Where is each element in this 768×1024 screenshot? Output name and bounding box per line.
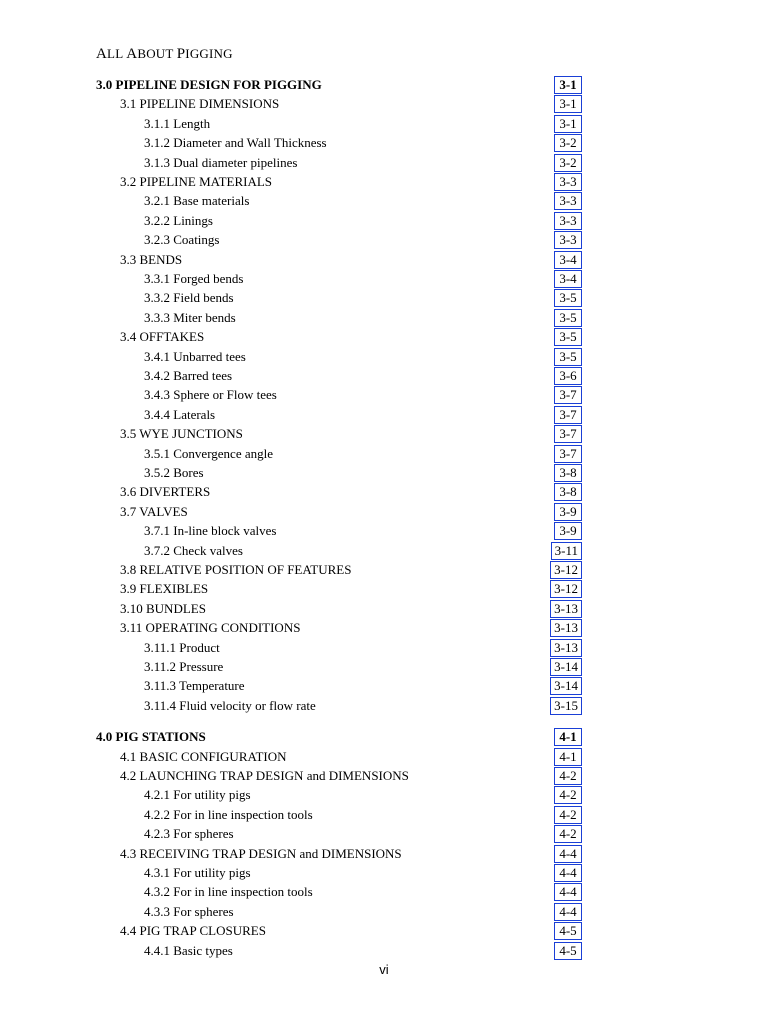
header-initial-1: A [96, 46, 108, 62]
toc-entry[interactable] [0, 502, 768, 521]
toc-entry[interactable] [0, 618, 768, 637]
toc-entry-title: 3.11.4 Fluid velocity or flow rate [144, 697, 316, 713]
toc-entry-title: 3.0 PIPELINE DESIGN FOR PIGGING [96, 77, 322, 92]
toc-entry[interactable] [0, 482, 768, 501]
toc-entry[interactable] [0, 347, 768, 366]
toc-page-link[interactable]: 4-2 [554, 825, 582, 843]
toc-entry-title: 3.11.2 Pressure [144, 659, 224, 674]
toc-entry[interactable] [0, 747, 768, 766]
toc-entry[interactable] [0, 94, 768, 113]
toc-page-link[interactable]: 3-3 [554, 173, 582, 191]
toc-page-link[interactable]: 3-12 [550, 580, 582, 598]
toc-page-link[interactable]: 4-1 [554, 728, 582, 746]
toc-entry-title: 4.0 PIG STATIONS [96, 729, 206, 745]
toc-entry-title: 3.7 VALVES [120, 503, 188, 519]
toc-entry[interactable] [0, 824, 768, 843]
toc-entry-title: 4.3 RECEIVING TRAP DESIGN and DIMENSIONS [120, 845, 402, 861]
toc-entry[interactable] [0, 405, 768, 424]
toc-page-link[interactable]: 4-4 [554, 883, 582, 901]
toc-entry-title: 3.5 WYE JUNCTIONS [120, 426, 243, 442]
toc-entry[interactable] [0, 424, 768, 443]
toc-page-link[interactable]: 4-2 [554, 767, 582, 785]
toc-entry[interactable] [0, 696, 768, 715]
toc-entry-title: 3.1 PIPELINE DIMENSIONS [120, 96, 280, 112]
toc-page-link[interactable]: 3-11 [551, 542, 582, 560]
toc-entry[interactable] [0, 133, 768, 152]
toc-entry[interactable] [0, 385, 768, 404]
toc-entry[interactable] [0, 463, 768, 482]
toc-entry-title: 3.9 FLEXIBLES [120, 581, 209, 597]
toc-page-link[interactable]: 3-9 [554, 503, 582, 521]
toc-entry-title: 3.1.2 Diameter and Wall Thickness [144, 135, 327, 151]
header-initial-3: P [176, 46, 186, 62]
toc-entry-title: 3.3.2 Field bends [144, 290, 234, 306]
toc-page-link[interactable]: 3-8 [554, 483, 582, 501]
toc-entry-title: 3.5.1 Convergence angle [144, 445, 273, 461]
toc-entry-title: 3.11.3 Temperature [144, 678, 245, 694]
toc-entry-title: 4.2.2 For in line inspection tools [144, 806, 313, 822]
toc-page-link[interactable]: 4-5 [554, 942, 582, 960]
toc-page-link[interactable]: 3-5 [554, 309, 582, 327]
toc-entry[interactable] [0, 308, 768, 327]
toc-entry-title: 4.2.3 For spheres [144, 826, 234, 842]
toc-page-link[interactable]: 3-7 [554, 445, 582, 463]
toc-entry-title: 3.4.4 Laterals [144, 406, 216, 422]
toc-entry-title: 4.4 PIG TRAP CLOSURES [120, 923, 266, 939]
toc-page-link[interactable]: 3-2 [554, 154, 582, 172]
toc-page-link[interactable]: 3-3 [554, 192, 582, 210]
toc-entry-title: 3.2.2 Linings [144, 212, 213, 228]
toc-page-link[interactable]: 3-5 [554, 328, 582, 346]
toc-page-link[interactable]: 3-4 [554, 270, 582, 288]
toc-page-link[interactable]: 3-7 [554, 406, 582, 424]
toc-entry[interactable] [0, 444, 768, 463]
toc-page-link[interactable]: 3-12 [550, 561, 582, 579]
header-initial-2: A [126, 46, 138, 62]
toc-entry[interactable] [0, 211, 768, 230]
toc-entry[interactable] [0, 191, 768, 210]
toc-entry[interactable] [0, 882, 768, 901]
toc-page-link[interactable]: 4-2 [554, 786, 582, 804]
toc-entry-title: 3.7.1 In-line block valves [144, 523, 277, 539]
toc-entry[interactable] [0, 921, 768, 940]
toc-entry[interactable] [0, 727, 768, 746]
toc-entry[interactable] [0, 230, 768, 249]
toc-page-link[interactable]: 3-9 [554, 522, 582, 540]
toc-entry[interactable] [0, 941, 768, 960]
toc-entry[interactable] [0, 902, 768, 921]
header-word-2: BOUT [137, 46, 177, 61]
toc-entry-title: 3.3.3 Miter bends [144, 309, 236, 325]
toc-entry[interactable] [0, 844, 768, 863]
toc-entry-title: 3.4.1 Unbarred tees [144, 348, 246, 364]
toc-entry[interactable] [0, 599, 768, 618]
toc-entry[interactable] [0, 153, 768, 172]
toc-entry-title: 3.6 DIVERTERS [120, 484, 211, 500]
toc-entry-title: 4.3.2 For in line inspection tools [144, 884, 313, 900]
toc-entry-title: 4.2 LAUNCHING TRAP DESIGN and DIMENSIONS [120, 768, 409, 783]
toc-entry-title: 3.8 RELATIVE POSITION OF FEATURES [120, 562, 352, 577]
toc-page-link[interactable]: 4-5 [554, 922, 582, 940]
running-header [96, 46, 233, 63]
toc-entry[interactable] [0, 521, 768, 540]
toc-entry-title: 3.10 BUNDLES [120, 600, 206, 616]
toc-entry[interactable] [0, 785, 768, 804]
header-word-1: LL [107, 46, 127, 61]
toc-page-link[interactable]: 3-5 [554, 289, 582, 307]
toc-entry[interactable] [0, 172, 768, 191]
toc-page-link[interactable]: 3-13 [550, 639, 582, 657]
toc-page-link[interactable]: 3-13 [550, 600, 582, 618]
toc-entry-title: 3.5.2 Bores [144, 465, 204, 480]
toc-page-link[interactable]: 4-4 [554, 903, 582, 921]
toc-page-link[interactable]: 3-1 [554, 115, 582, 133]
toc-entry[interactable] [0, 863, 768, 882]
toc-entry[interactable] [0, 560, 768, 579]
toc-entry[interactable] [0, 114, 768, 133]
toc-entry[interactable] [0, 75, 768, 94]
toc-page-link[interactable]: 4-1 [554, 748, 582, 766]
toc-page-link[interactable]: 4-4 [554, 864, 582, 882]
toc-page-link[interactable]: 3-8 [554, 464, 582, 482]
toc-entry[interactable] [0, 327, 768, 346]
toc-entry-title: 3.3.1 Forged bends [144, 271, 244, 286]
toc-entry[interactable] [0, 657, 768, 676]
toc-entry-title: 4.4.1 Basic types [144, 942, 233, 958]
toc-entry-title: 3.7.2 Check valves [144, 542, 243, 558]
toc-page-link[interactable]: 3-14 [550, 677, 582, 695]
toc-page-link[interactable]: 4-4 [554, 845, 582, 863]
toc-entry[interactable] [0, 579, 768, 598]
toc-entry-title: 4.3.1 For utility pigs [144, 865, 251, 880]
toc-entry[interactable] [0, 288, 768, 307]
toc-entry-title: 4.1 BASIC CONFIGURATION [120, 748, 287, 764]
toc-page-link[interactable]: 3-1 [554, 95, 582, 113]
page-number: vi [379, 962, 389, 977]
toc-page-link[interactable]: 3-15 [550, 697, 582, 715]
toc-page-link[interactable]: 3-1 [554, 76, 582, 94]
toc-entry-title: 3.11 OPERATING CONDITIONS [120, 620, 301, 636]
toc-page-link[interactable]: 3-7 [554, 386, 582, 404]
toc-entry[interactable] [0, 269, 768, 288]
toc-page-link[interactable]: 3-3 [554, 231, 582, 249]
toc-entry-title: 3.2 PIPELINE MATERIALS [120, 174, 273, 189]
toc-page-link[interactable]: 3-14 [550, 658, 582, 676]
toc-page-link[interactable]: 3-7 [554, 425, 582, 443]
toc-page-link[interactable]: 3-5 [554, 348, 582, 366]
toc-entry-title: 4.3.3 For spheres [144, 903, 234, 919]
toc-entry-title: 3.1.3 Dual diameter pipelines [144, 154, 298, 170]
toc-entry-title: 3.4.3 Sphere or Flow tees [144, 387, 277, 403]
toc-page-link[interactable]: 3-3 [554, 212, 582, 230]
toc-page-link[interactable]: 3-6 [554, 367, 582, 385]
toc-entry-title: 3.2.1 Base materials [144, 193, 250, 209]
toc-page-link[interactable]: 4-2 [554, 806, 582, 824]
toc-entry-title: 3.1.1 Length [144, 115, 211, 131]
toc-entry-title: 3.4.2 Barred tees [144, 368, 233, 383]
toc-entry[interactable] [0, 766, 768, 785]
toc-entry-title: 3.3 BENDS [120, 251, 183, 267]
toc-page-link[interactable]: 3-4 [554, 251, 582, 269]
toc-entry-title: 4.2.1 For utility pigs [144, 787, 251, 803]
header-word-3: IGGING [185, 46, 233, 61]
toc-page-link[interactable]: 3-2 [554, 134, 582, 152]
toc-entry[interactable] [0, 366, 768, 385]
toc-entry[interactable] [0, 250, 768, 269]
toc-entry[interactable] [0, 676, 768, 695]
toc-page-link[interactable]: 3-13 [550, 619, 582, 637]
toc-entry[interactable] [0, 805, 768, 824]
toc-entry[interactable] [0, 638, 768, 657]
toc-entry-title: 3.2.3 Coatings [144, 232, 220, 248]
toc-entry-title: 3.4 OFFTAKES [120, 329, 205, 345]
toc-entry[interactable] [0, 541, 768, 560]
toc-entry-title: 3.11.1 Product [144, 639, 220, 655]
